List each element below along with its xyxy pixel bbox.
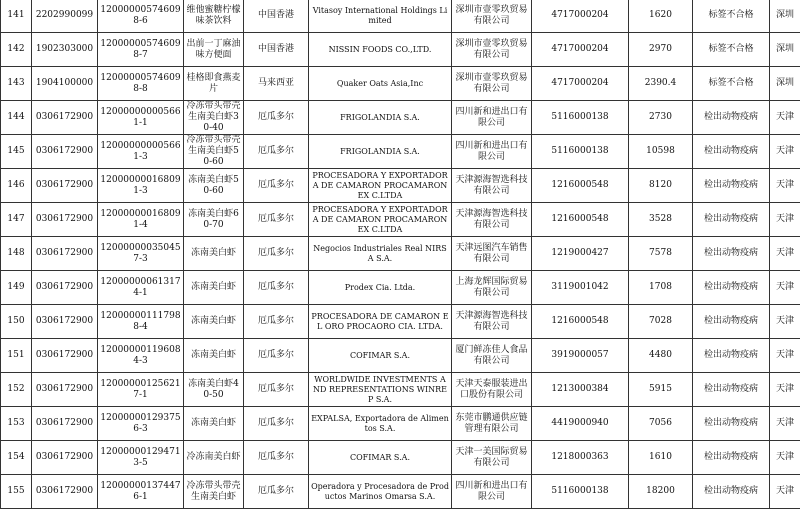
product-name-cell: 冻南美白虾60-70 <box>184 203 244 237</box>
row-number-cell: 146 <box>1 169 32 203</box>
product-name-cell: 出前一丁麻油味方便面 <box>184 33 244 67</box>
rejection-reason-cell: 标签不合格 <box>693 33 770 67</box>
producer-name-cell: NISSIN FOODS CO.,LTD. <box>309 33 452 67</box>
origin-country-cell: 厄瓜多尔 <box>244 407 309 441</box>
importer-code-cell: 1216000548 <box>532 203 629 237</box>
declaration-id-cell: 120000000613174-1 <box>98 271 184 305</box>
port-cell: 天津 <box>770 169 800 203</box>
producer-name-cell: Prodex Cia. Ltda. <box>309 271 452 305</box>
importer-code-cell: 3919000057 <box>532 339 629 373</box>
importer-name-cell: 深圳市壹零玖贸易有限公司 <box>452 0 532 33</box>
weight-kg-cell: 1708 <box>629 271 693 305</box>
product-name-cell: 冻南美白虾40-50 <box>184 373 244 407</box>
port-cell: 天津 <box>770 475 800 509</box>
product-name-cell: 冻南美白虾 <box>184 271 244 305</box>
hs-code-cell: 0306172900 <box>32 271 98 305</box>
importer-code-cell: 4717000204 <box>532 33 629 67</box>
row-number-cell: 155 <box>1 475 32 509</box>
hs-code-cell: 0306172900 <box>32 339 98 373</box>
importer-code-cell: 1216000548 <box>532 169 629 203</box>
table-row <box>1 237 800 271</box>
declaration-id-cell: 120000000350457-3 <box>98 237 184 271</box>
importer-name-cell: 天津源海智选科技有限公司 <box>452 305 532 339</box>
declaration-id-cell: 120000005746098-7 <box>98 33 184 67</box>
row-number-cell: 152 <box>1 373 32 407</box>
declaration-id-cell: 120000000005661-1 <box>98 101 184 135</box>
weight-kg-cell: 3528 <box>629 203 693 237</box>
importer-name-cell: 四川新和进出口有限公司 <box>452 475 532 509</box>
rejection-reason-cell: 检出动物疫病 <box>693 169 770 203</box>
importer-code-cell: 4419000940 <box>532 407 629 441</box>
row-number-cell: 149 <box>1 271 32 305</box>
importer-name-cell: 东莞市鹏通供应链管理有限公司 <box>452 407 532 441</box>
rejection-reason-cell: 检出动物疫病 <box>693 407 770 441</box>
importer-code-cell: 5116000138 <box>532 475 629 509</box>
declaration-id-cell: 120000001256217-1 <box>98 373 184 407</box>
product-name-cell: 冻南美白虾 <box>184 305 244 339</box>
weight-kg-cell: 1610 <box>629 441 693 475</box>
origin-country-cell: 厄瓜多尔 <box>244 203 309 237</box>
rejection-reason-cell: 检出动物疫病 <box>693 305 770 339</box>
row-number-cell: 150 <box>1 305 32 339</box>
table-row <box>1 305 800 339</box>
product-name-cell: 冷冻带头带壳生南美白虾50-60 <box>184 135 244 169</box>
weight-kg-cell: 18200 <box>629 475 693 509</box>
origin-country-cell: 厄瓜多尔 <box>244 101 309 135</box>
port-cell: 天津 <box>770 373 800 407</box>
weight-kg-cell: 2730 <box>629 101 693 135</box>
row-number-cell: 153 <box>1 407 32 441</box>
table-row <box>1 271 800 305</box>
row-number-cell: 154 <box>1 441 32 475</box>
product-name-cell: 冻南美白虾 <box>184 407 244 441</box>
weight-kg-cell: 8120 <box>629 169 693 203</box>
producer-name-cell: PROCESADORA DE CAMARON EL ORO PROCAORO CIA. LTDA. <box>309 305 452 339</box>
hs-code-cell: 0306172900 <box>32 237 98 271</box>
importer-name-cell: 天津源海智选科技有限公司 <box>452 203 532 237</box>
weight-kg-cell: 5915 <box>629 373 693 407</box>
importer-name-cell: 天津远图汽车销售有限公司 <box>452 237 532 271</box>
hs-code-cell: 0306172900 <box>32 407 98 441</box>
origin-country-cell: 厄瓜多尔 <box>244 339 309 373</box>
port-cell: 天津 <box>770 237 800 271</box>
rejection-reason-cell: 检出动物疫病 <box>693 135 770 169</box>
table-row <box>1 203 800 237</box>
weight-kg-cell: 10598 <box>629 135 693 169</box>
importer-code-cell: 1218000363 <box>532 441 629 475</box>
hs-code-cell: 1904100000 <box>32 67 98 101</box>
weight-kg-cell: 7028 <box>629 305 693 339</box>
producer-name-cell: Operadora y Procesadora de Productos Marinos Omarsa S.A. <box>309 475 452 509</box>
hs-code-cell: 0306172900 <box>32 203 98 237</box>
weight-kg-cell: 2390.4 <box>629 67 693 101</box>
origin-country-cell: 厄瓜多尔 <box>244 135 309 169</box>
row-number-cell: 148 <box>1 237 32 271</box>
port-cell: 天津 <box>770 203 800 237</box>
importer-name-cell: 天津源海智选科技有限公司 <box>452 169 532 203</box>
port-cell: 天津 <box>770 407 800 441</box>
port-cell: 深圳 <box>770 33 800 67</box>
port-cell: 天津 <box>770 305 800 339</box>
weight-kg-cell: 4480 <box>629 339 693 373</box>
rejection-reason-cell: 检出动物疫病 <box>693 475 770 509</box>
importer-code-cell: 5116000138 <box>532 135 629 169</box>
declaration-id-cell: 120000005746098-6 <box>98 0 184 33</box>
importer-code-cell: 4717000204 <box>532 0 629 33</box>
port-cell: 深圳 <box>770 0 800 33</box>
producer-name-cell: EXPALSA, Exportadora de Alimentos S.A. <box>309 407 452 441</box>
producer-name-cell: COFIMAR S.A. <box>309 441 452 475</box>
row-number-cell: 144 <box>1 101 32 135</box>
table-row <box>1 135 800 169</box>
rejection-reason-cell: 检出动物疫病 <box>693 441 770 475</box>
producer-name-cell: Vitasoy International Holdings Limited <box>309 0 452 33</box>
hs-code-cell: 2202990099 <box>32 0 98 33</box>
importer-name-cell: 四川新和进出口有限公司 <box>452 101 532 135</box>
producer-name-cell: FRIGOLANDIA S.A. <box>309 135 452 169</box>
origin-country-cell: 中国香港 <box>244 0 309 33</box>
product-name-cell: 冻南美白虾50-60 <box>184 169 244 203</box>
declaration-id-cell: 120000000168091-4 <box>98 203 184 237</box>
port-cell: 天津 <box>770 441 800 475</box>
product-name-cell: 冷冻带头带壳生南美白虾 <box>184 475 244 509</box>
port-cell: 天津 <box>770 101 800 135</box>
hs-code-cell: 0306172900 <box>32 101 98 135</box>
port-cell: 天津 <box>770 135 800 169</box>
product-name-cell: 冷冻南美白虾 <box>184 441 244 475</box>
table-row <box>1 0 800 33</box>
origin-country-cell: 厄瓜多尔 <box>244 271 309 305</box>
origin-country-cell: 厄瓜多尔 <box>244 373 309 407</box>
table-row <box>1 67 800 101</box>
importer-code-cell: 3119001042 <box>532 271 629 305</box>
product-name-cell: 冻南美白虾 <box>184 339 244 373</box>
declaration-id-cell: 120000001374476-1 <box>98 475 184 509</box>
row-number-cell: 151 <box>1 339 32 373</box>
producer-name-cell: WORLDWIDE INVESTMENTS AND REPRESENTATIONS WINREP S.A. <box>309 373 452 407</box>
rejection-reason-cell: 标签不合格 <box>693 0 770 33</box>
hs-code-cell: 0306172900 <box>32 169 98 203</box>
declaration-id-cell: 120000001196084-3 <box>98 339 184 373</box>
rejection-reason-cell: 检出动物疫病 <box>693 271 770 305</box>
producer-name-cell: FRIGOLANDIA S.A. <box>309 101 452 135</box>
table-row <box>1 169 800 203</box>
importer-name-cell: 天津天泰服装进出口股份有限公司 <box>452 373 532 407</box>
table-row <box>1 101 800 135</box>
rejection-reason-cell: 标签不合格 <box>693 67 770 101</box>
declaration-id-cell: 120000001294713-5 <box>98 441 184 475</box>
hs-code-cell: 0306172900 <box>32 305 98 339</box>
table-row <box>1 475 800 509</box>
row-number-cell: 145 <box>1 135 32 169</box>
producer-name-cell: PROCESADORA Y EXPORTADORA DE CAMARON PROCAMARONEX C.LTDA <box>309 169 452 203</box>
weight-kg-cell: 2970 <box>629 33 693 67</box>
table-row <box>1 373 800 407</box>
hs-code-cell: 0306172900 <box>32 441 98 475</box>
importer-code-cell: 1216000548 <box>532 305 629 339</box>
table-row <box>1 339 800 373</box>
producer-name-cell: COFIMAR S.A. <box>309 339 452 373</box>
importer-name-cell: 四川新和进出口有限公司 <box>452 135 532 169</box>
importer-name-cell: 厦门鲜冻佳人食品有限公司 <box>452 339 532 373</box>
importer-code-cell: 1219000427 <box>532 237 629 271</box>
origin-country-cell: 中国香港 <box>244 33 309 67</box>
importer-name-cell: 深圳市壹零玖贸易有限公司 <box>452 33 532 67</box>
row-number-cell: 142 <box>1 33 32 67</box>
origin-country-cell: 厄瓜多尔 <box>244 441 309 475</box>
rejection-reason-cell: 检出动物疫病 <box>693 237 770 271</box>
rejection-reason-cell: 检出动物疫病 <box>693 373 770 407</box>
port-cell: 天津 <box>770 271 800 305</box>
rejection-reason-cell: 检出动物疫病 <box>693 101 770 135</box>
importer-name-cell: 上海龙辉国际贸易有限公司 <box>452 271 532 305</box>
hs-code-cell: 1902303000 <box>32 33 98 67</box>
rejection-reason-cell: 检出动物疫病 <box>693 339 770 373</box>
origin-country-cell: 马来西亚 <box>244 67 309 101</box>
table-row <box>1 441 800 475</box>
producer-name-cell: PROCESADORA Y EXPORTADORA DE CAMARON PROCAMARONEX C.LTDA <box>309 203 452 237</box>
hs-code-cell: 0306172900 <box>32 475 98 509</box>
origin-country-cell: 厄瓜多尔 <box>244 305 309 339</box>
origin-country-cell: 厄瓜多尔 <box>244 237 309 271</box>
port-cell: 深圳 <box>770 67 800 101</box>
importer-code-cell: 5116000138 <box>532 101 629 135</box>
origin-country-cell: 厄瓜多尔 <box>244 169 309 203</box>
product-name-cell: 冻南美白虾 <box>184 237 244 271</box>
declaration-id-cell: 120000005746098-8 <box>98 67 184 101</box>
producer-name-cell: Quaker Oats Asia,Inc <box>309 67 452 101</box>
rejection-reason-cell: 检出动物疫病 <box>693 203 770 237</box>
producer-name-cell: Negocios Industriales Real NIRSA S.A. <box>309 237 452 271</box>
weight-kg-cell: 1620 <box>629 0 693 33</box>
table-body <box>1 0 800 509</box>
declaration-id-cell: 120000001117988-4 <box>98 305 184 339</box>
product-name-cell: 桂格即食燕麦片 <box>184 67 244 101</box>
weight-kg-cell: 7056 <box>629 407 693 441</box>
importer-name-cell: 深圳市壹零玖贸易有限公司 <box>452 67 532 101</box>
declaration-id-cell: 120000000005661-3 <box>98 135 184 169</box>
row-number-cell: 143 <box>1 67 32 101</box>
declaration-id-cell: 120000000168091-3 <box>98 169 184 203</box>
origin-country-cell: 厄瓜多尔 <box>244 475 309 509</box>
weight-kg-cell: 7578 <box>629 237 693 271</box>
declaration-id-cell: 120000001293756-3 <box>98 407 184 441</box>
table-row <box>1 33 800 67</box>
port-cell: 天津 <box>770 339 800 373</box>
hs-code-cell: 0306172900 <box>32 373 98 407</box>
hs-code-cell: 0306172900 <box>32 135 98 169</box>
row-number-cell: 147 <box>1 203 32 237</box>
row-number-cell: 141 <box>1 0 32 33</box>
product-name-cell: 维他蜜糖柠檬味茶饮料 <box>184 0 244 33</box>
importer-code-cell: 4717000204 <box>532 67 629 101</box>
product-name-cell: 冷冻带头带壳生南美白虾30-40 <box>184 101 244 135</box>
importer-name-cell: 天津一美国际贸易有限公司 <box>452 441 532 475</box>
table-row <box>1 407 800 441</box>
importer-code-cell: 1213000384 <box>532 373 629 407</box>
